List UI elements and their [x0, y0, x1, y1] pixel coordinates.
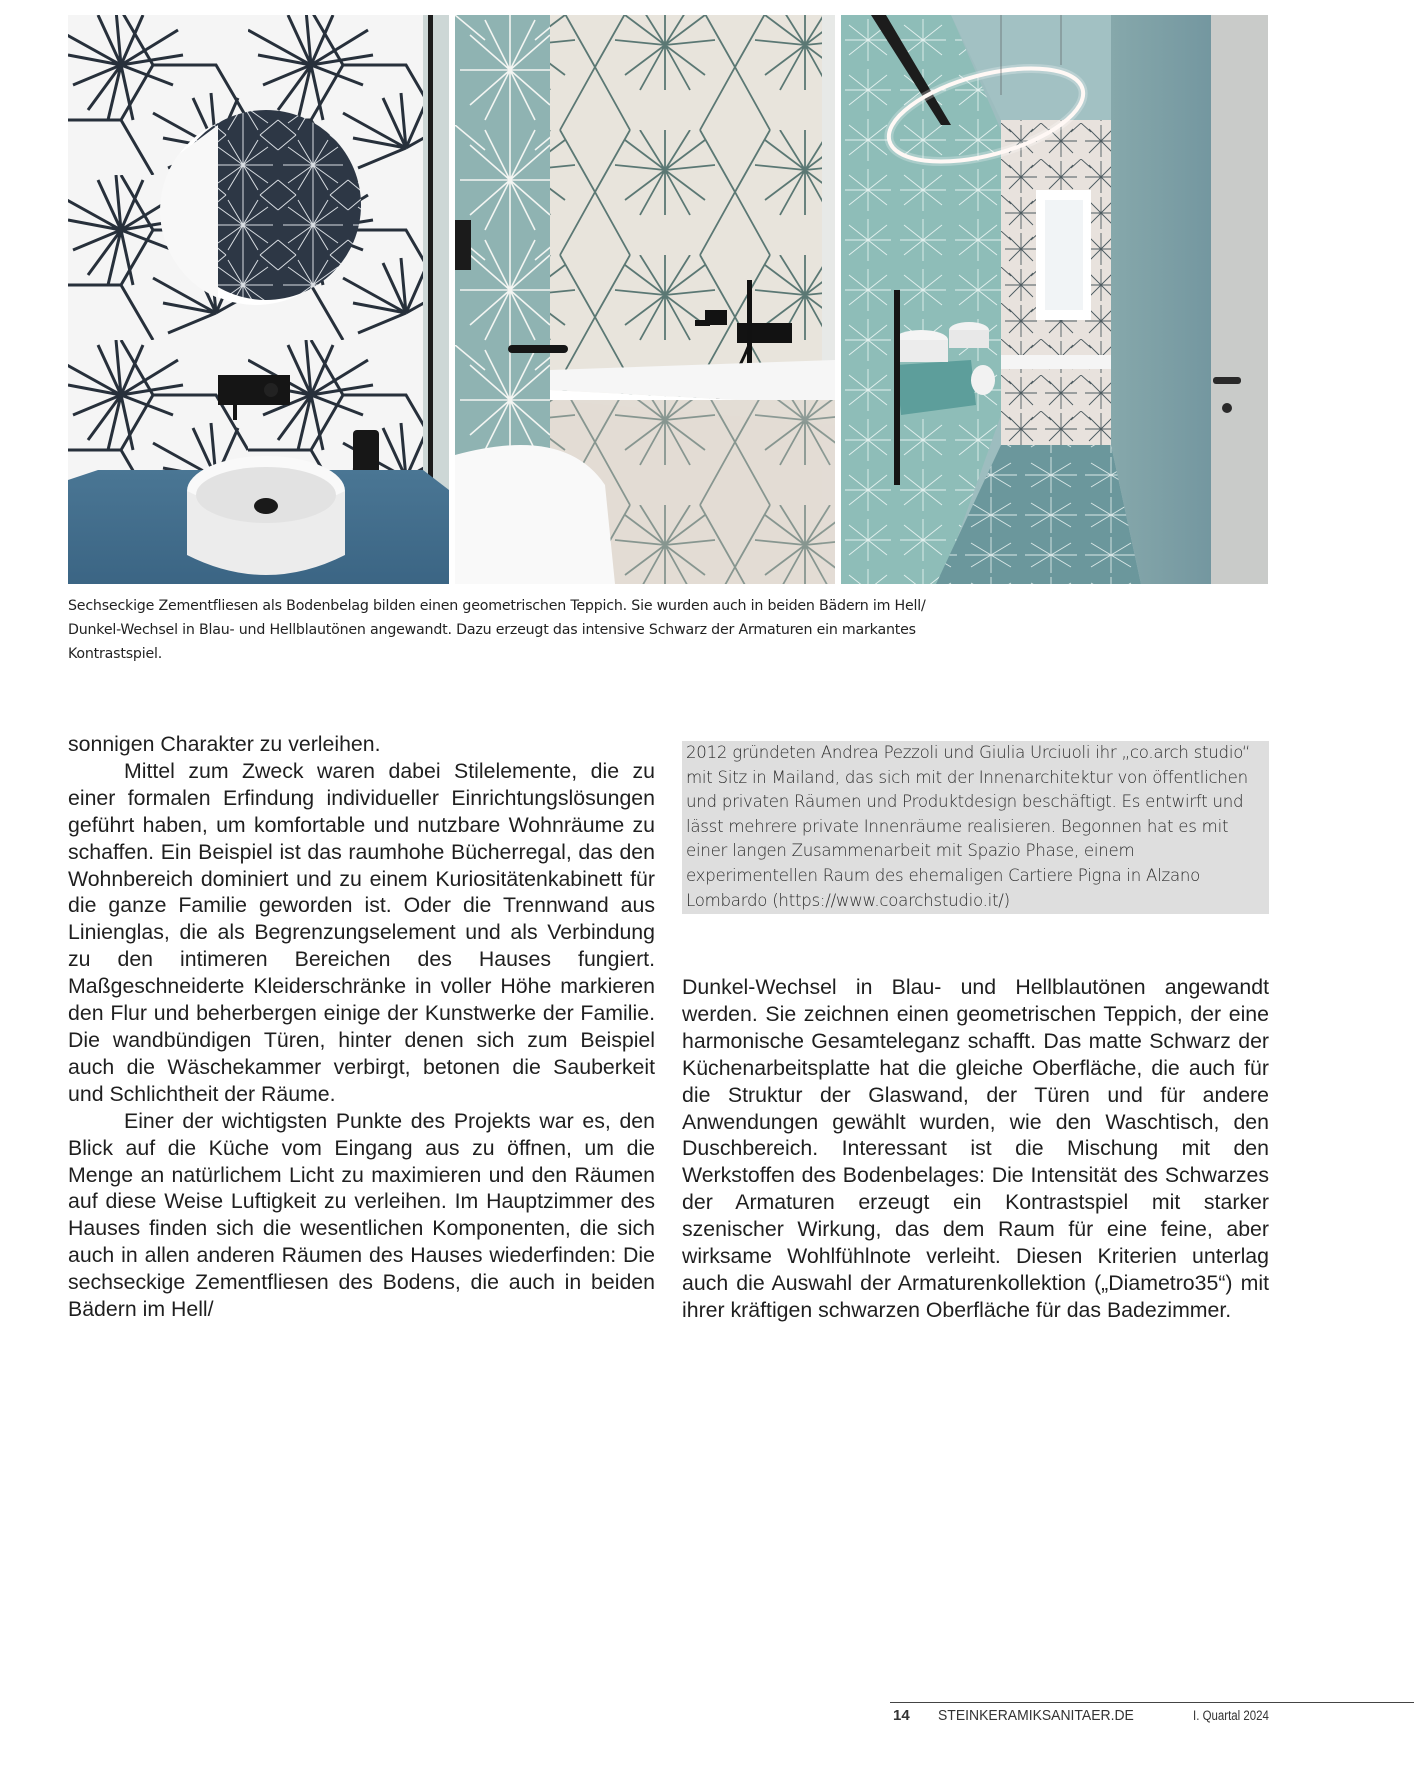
caption-line: Kontrastspiel.: [68, 646, 163, 662]
article-column-left: [68, 731, 655, 1323]
photo-caption: [68, 594, 1028, 666]
footer-divider: [890, 1702, 1414, 1703]
photo-corridor-illustration: [841, 15, 1268, 584]
issue-label: I. Quartal 2024: [1193, 1708, 1269, 1723]
article-paragraph: sonnigen Charakter zu verleihen.: [68, 732, 381, 756]
photo-bathtub-illustration: [455, 15, 835, 584]
article-paragraph: Mittel zum Zweck waren dabei Stilelemente, die zu einer formalen Erfindung individueller Einrichtungslösungen geführt haben, um komfortable und nutzbare Wohnräume zu schaffen. Ein Beispiel ist das raumhohe Bücherregal, das den Wohnbereich dominiert und zu einem Kuriositätenkabinett für die ganze Familie geworden ist. Oder die Trennwand aus Linienglas, die als Begrenzungselement und als Verbindung zu den intimeren Bereichen des Hauses fungiert. Maßgeschneiderte Kleiderschränke in voller Höhe markieren den Flur und beherbergen einige der Kunstwerke der Familie. Die wandbündigen Türen, hinter denen sich zum Beispiel auch die Wäschekammer verbirgt, betonen die Sauberkeit und Schlichtheit der Räume.: [68, 758, 655, 1106]
article-column-right: [682, 974, 1269, 1324]
photo-mirror-basin-illustration: [68, 15, 449, 584]
photo-bathroom-bathtub: [455, 15, 835, 584]
article-paragraph: Dunkel-Wechsel in Blau- und Hellblautönen angewandt werden. Sie zeichnen einen geometrischen Teppich, der eine harmonische Gesamteleganz schafft. Das matte Schwarz der Küchenarbeitsplatte hat die gleiche Oberfläche, die auch für die Struktur der Glaswand, der Türen und für andere Anwendungen gewählt wurden, wie den Waschtisch, den Duschbereich. Interessant ist die Mischung mit den Werkstoffen des Bodenbelages: Die Intensität des Schwarzes der Armaturen erzeugt ein Kontrastspiel mit starker szenischer Wirkung, das dem Raum für eine feine, aber wirksame Wohlfühlnote verleiht. Diesen Kriterien unterlag auch die Auswahl der Armaturenkollektion („Diametro35“) mit ihrer kräftigen schwarzen Oberfläche für das Badezimmer.: [682, 975, 1269, 1322]
caption-line: Sechseckige Zementfliesen als Bodenbelag bilden einen geometrischen Teppich. Sie wurden auch in beiden Bädern im Hell/: [68, 598, 926, 614]
publication-site: STEINKERAMIKSANITAER.DE: [938, 1707, 1134, 1724]
caption-line: Dunkel-Wechsel in Blau- und Hellblautönen angewandt. Dazu erzeugt das intensive Schwarz der Armaturen ein markantes: [68, 622, 916, 638]
article-paragraph: Einer der wichtigsten Punkte des Projekts war es, den Blick auf die Küche vom Eingang aus zu öffnen, um die Menge an natürlichem Licht zu maximieren und den Räumen auf diese Weise Luftigkeit zu verleihen. Im Hauptzimmer des Hauses finden sich die wesentlichen Komponenten, die sich auch in allen anderen Räumen des Hauses wiederfinden: Die sechseckige Zementfliesen des Bodens, die auch in beiden Bädern im Hell/: [68, 1108, 655, 1322]
photo-bathroom-corridor: [841, 15, 1268, 584]
photo-bathroom-mirror-basin: [68, 15, 449, 584]
architect-info-box: [682, 741, 1269, 914]
info-box-text: 2012 gründeten Andrea Pezzoli und Giulia Urciuoli ihr „co.arch studio“ mit Sitz in Mailand, das sich mit der Innenarchitektur von öffentlichen und privaten Räumen und Produktdesign beschäftigt. Es entwirft und lässt mehrere private Innenräume realisieren. Begonnen hat es mit einer langen Zusammenarbeit mit Spazio Phase, einem experimentellen Raum des ehemaligen Cartiere Pigna in Alzano Lombardo (https://www.coarchstudio.it/): [686, 743, 1251, 910]
page-number: 14: [893, 1707, 910, 1724]
